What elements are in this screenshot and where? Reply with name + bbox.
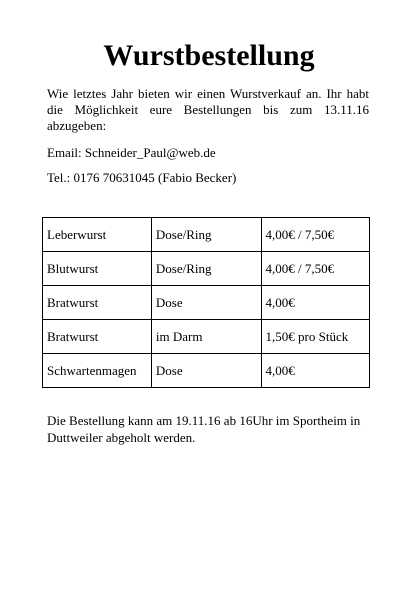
table-cell-price: 4,00€ [261,286,369,320]
table-cell-price: 1,50€ pro Stück [261,320,369,354]
pickup-note: Die Bestellung kann am 19.11.16 ab 16Uhr im Sportheim in Duttweiler abgeholt werden. [47,413,361,445]
table-row [43,354,370,388]
table-cell-price: 4,00€ / 7,50€ [261,252,369,286]
table-row [43,252,370,286]
table-row [43,320,370,354]
table-cell-product: Bratwurst [43,320,152,354]
contact-phone: Tel.: 0176 70631045 (Fabio Becker) [47,170,237,185]
table-cell-product: Blutwurst [43,252,152,286]
table-cell-packaging: Dose [151,354,261,388]
contact-email: Email: Schneider_Paul@web.de [47,145,216,160]
table-cell-packaging: Dose/Ring [151,252,261,286]
table-row [43,286,370,320]
table-cell-packaging: im Darm [151,320,261,354]
intro-paragraph: Wie letztes Jahr bieten wir einen Wurstverkauf an. Ihr habt die Möglichkeit eure Bestellungen bis zum 13.11.16 abzugeben: [47,86,369,133]
table-cell-product: Schwartenmagen [43,354,152,388]
table-cell-packaging: Dose [151,286,261,320]
order-table [42,217,370,388]
table-cell-product: Bratwurst [43,286,152,320]
table-row [43,218,370,252]
table-cell-packaging: Dose/Ring [151,218,261,252]
table-cell-product: Leberwurst [43,218,152,252]
table-cell-price: 4,00€ [261,354,369,388]
table-cell-price: 4,00€ / 7,50€ [261,218,369,252]
document-title: Wurstbestellung [103,39,315,72]
